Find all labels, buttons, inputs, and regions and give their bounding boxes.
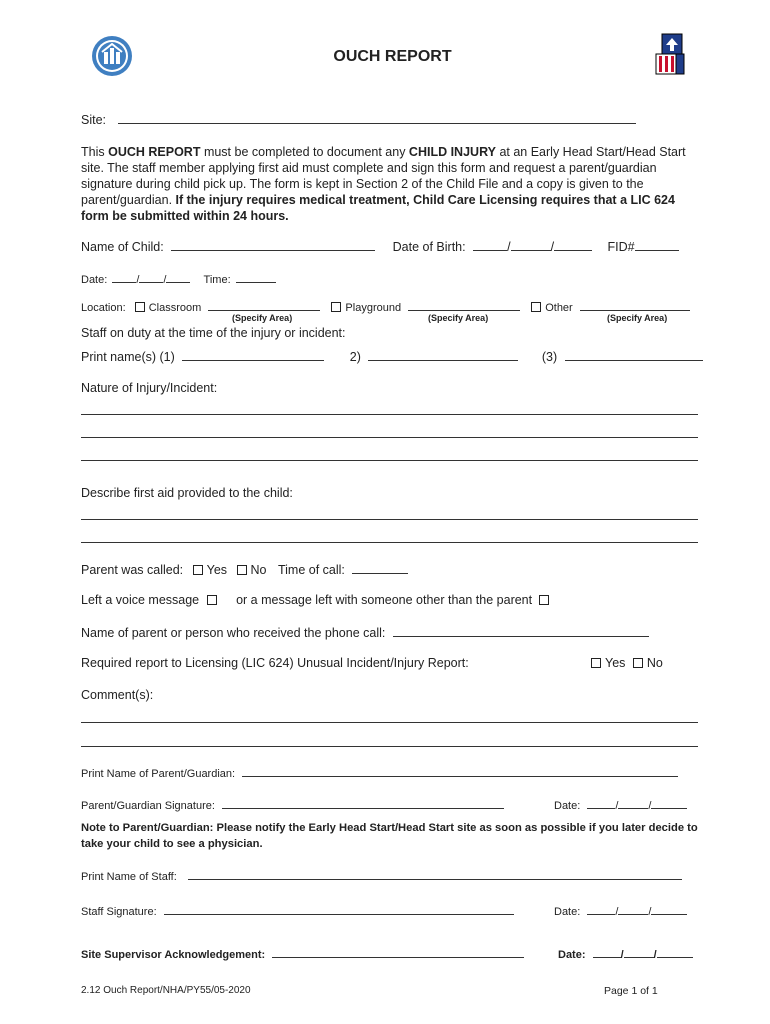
parent-called-row bbox=[81, 562, 408, 578]
parent-date-month[interactable] bbox=[587, 797, 615, 809]
nature-label: Nature of Injury/Incident: bbox=[81, 381, 218, 395]
staff-name-row bbox=[81, 868, 682, 884]
staff-name-field[interactable] bbox=[188, 868, 682, 880]
parent-name-label: Print Name of Parent/Guardian: bbox=[81, 768, 236, 780]
staff-3-label: (3) bbox=[541, 350, 558, 364]
called-yes-label: Yes bbox=[206, 563, 228, 577]
supervisor-row bbox=[81, 946, 524, 962]
staff-on-duty-label: Staff on duty at the time of the injury or incident: bbox=[81, 326, 346, 340]
received-call-field[interactable] bbox=[393, 625, 649, 637]
called-no-checkbox[interactable] bbox=[237, 565, 247, 575]
nature-line-1[interactable] bbox=[81, 414, 698, 415]
parent-signature-label: Parent/Guardian Signature: bbox=[81, 800, 215, 812]
footer-form-id: 2.12 Ouch Report/NHA/PY55/05-2020 bbox=[81, 985, 251, 996]
classroom-checkbox[interactable] bbox=[135, 302, 145, 312]
staff-signature-label: Staff Signature: bbox=[81, 906, 157, 918]
other-checkbox[interactable] bbox=[531, 302, 541, 312]
parent-name-field[interactable] bbox=[242, 765, 678, 777]
child-name-field[interactable] bbox=[171, 239, 375, 251]
first-aid-line-1[interactable] bbox=[81, 519, 698, 520]
nature-line-3[interactable] bbox=[81, 460, 698, 461]
staff-date-year[interactable] bbox=[651, 903, 687, 915]
comments-line-2[interactable] bbox=[81, 746, 698, 747]
parent-date-row: Date: / / bbox=[554, 797, 687, 813]
dob-year-field[interactable] bbox=[554, 239, 592, 251]
staff-signature-field[interactable] bbox=[164, 903, 514, 915]
called-yes-checkbox[interactable] bbox=[193, 565, 203, 575]
nature-line-2[interactable] bbox=[81, 437, 698, 438]
location-row bbox=[81, 299, 690, 315]
other-message-label: or a message left with someone other than the parent bbox=[236, 593, 533, 607]
date-time-row: Date: / / Time: bbox=[81, 271, 276, 287]
other-message-checkbox[interactable] bbox=[539, 595, 549, 605]
parent-name-row bbox=[81, 765, 678, 781]
staff-name-label: Print Name of Staff: bbox=[81, 871, 177, 883]
playground-label: Playground bbox=[345, 302, 402, 314]
comments-line-1[interactable] bbox=[81, 722, 698, 723]
voice-message-checkbox[interactable] bbox=[207, 595, 217, 605]
voice-message-row bbox=[81, 593, 553, 608]
other-label: Other bbox=[545, 302, 573, 314]
time-of-call-field[interactable] bbox=[352, 562, 408, 574]
parent-note: Note to Parent/Guardian: Please notify the Early Head Start/Head Start site as soon as possible if you later decide to take your child to see a physician. bbox=[81, 822, 698, 850]
classroom-label: Classroom bbox=[148, 302, 202, 314]
staff-date-day[interactable] bbox=[618, 903, 648, 915]
supervisor-date-day[interactable] bbox=[624, 946, 654, 958]
staff-date-label: Date: bbox=[554, 906, 581, 918]
called-no-label: No bbox=[250, 563, 267, 577]
print-names-label: Print name(s) (1) bbox=[81, 350, 175, 364]
parent-called-label: Parent was called: bbox=[81, 563, 184, 577]
site-row bbox=[81, 112, 636, 128]
parent-date-label: Date: bbox=[554, 800, 581, 812]
staff-name-2-field[interactable] bbox=[368, 349, 518, 361]
licensing-label: Required report to Licensing (LIC 624) Unusual Incident/Injury Report: bbox=[81, 656, 469, 670]
page-title: OUCH REPORT bbox=[333, 48, 452, 65]
fid-label: FID# bbox=[607, 240, 635, 254]
supervisor-date-label: Date: bbox=[558, 949, 586, 961]
dob-day-field[interactable] bbox=[511, 239, 551, 251]
supervisor-label: Site Supervisor Acknowledgement: bbox=[81, 949, 266, 961]
licensing-yes-label: Yes bbox=[605, 656, 626, 670]
date-year-field[interactable] bbox=[166, 271, 190, 283]
child-name-label: Name of Child: bbox=[81, 240, 164, 254]
supervisor-date-row: Date: / / bbox=[558, 946, 693, 962]
staff-2-label: 2) bbox=[349, 350, 361, 364]
staff-name-3-field[interactable] bbox=[565, 349, 703, 361]
time-label: Time: bbox=[203, 274, 231, 286]
parent-date-day[interactable] bbox=[618, 797, 648, 809]
first-aid-line-2[interactable] bbox=[81, 542, 698, 543]
dob-month-field[interactable] bbox=[473, 239, 507, 251]
parent-signature-field[interactable] bbox=[222, 797, 504, 809]
site-field[interactable] bbox=[118, 112, 636, 124]
parent-date-year[interactable] bbox=[651, 797, 687, 809]
fid-field[interactable] bbox=[635, 239, 679, 251]
voice-message-label: Left a voice message bbox=[81, 593, 200, 607]
staff-date-row: Date: / / bbox=[554, 903, 687, 919]
time-field[interactable] bbox=[236, 271, 276, 283]
date-day-field[interactable] bbox=[139, 271, 163, 283]
specify-area-caption: (Specify Area) bbox=[607, 313, 668, 323]
parent-signature-row bbox=[81, 797, 504, 813]
received-call-row bbox=[81, 625, 649, 641]
date-month-field[interactable] bbox=[112, 271, 136, 283]
licensing-options bbox=[590, 656, 663, 671]
licensing-no-checkbox[interactable] bbox=[633, 658, 643, 668]
licensing-no-label: No bbox=[646, 656, 663, 670]
supervisor-field[interactable] bbox=[272, 946, 524, 958]
classroom-area-field[interactable] bbox=[208, 299, 320, 311]
received-call-label: Name of parent or person who received the phone call: bbox=[81, 626, 386, 640]
comments-label: Comment(s): bbox=[81, 688, 154, 702]
playground-area-field[interactable] bbox=[408, 299, 520, 311]
location-label: Location: bbox=[81, 302, 126, 314]
playground-checkbox[interactable] bbox=[331, 302, 341, 312]
time-of-call-label: Time of call: bbox=[277, 563, 345, 577]
specify-area-caption: (Specify Area) bbox=[232, 313, 293, 323]
footer-page-number: Page 1 of 1 bbox=[604, 985, 658, 997]
supervisor-date-month[interactable] bbox=[593, 946, 621, 958]
child-info-row: Name of Child: Date of Birth: / / FID# bbox=[81, 239, 679, 255]
instructions-paragraph: This OUCH REPORT must be completed to document any CHILD INJURY at an Early Head Start/Head Start site. The staff member applying first aid must complete and sign this form and request a parent/guardian signature during child pick up. The form is kept in Section 2 of the Child File and a copy is given to the parent/guardian. If the injury requires medical treatment, Child Care Licensing requires that a LIC 624 form be submitted within 24 hours. bbox=[81, 145, 686, 223]
staff-name-1-field[interactable] bbox=[182, 349, 324, 361]
supervisor-date-year[interactable] bbox=[657, 946, 693, 958]
date-label: Date: bbox=[81, 274, 108, 286]
other-area-field[interactable] bbox=[580, 299, 690, 311]
staff-date-month[interactable] bbox=[587, 903, 615, 915]
specify-area-caption: (Specify Area) bbox=[428, 313, 489, 323]
first-aid-label: Describe first aid provided to the child: bbox=[81, 486, 293, 500]
dob-label: Date of Birth: bbox=[392, 240, 466, 254]
staff-signature-row bbox=[81, 903, 514, 919]
staff-names-row bbox=[81, 349, 703, 365]
site-label: Site: bbox=[81, 113, 107, 127]
licensing-yes-checkbox[interactable] bbox=[591, 658, 601, 668]
